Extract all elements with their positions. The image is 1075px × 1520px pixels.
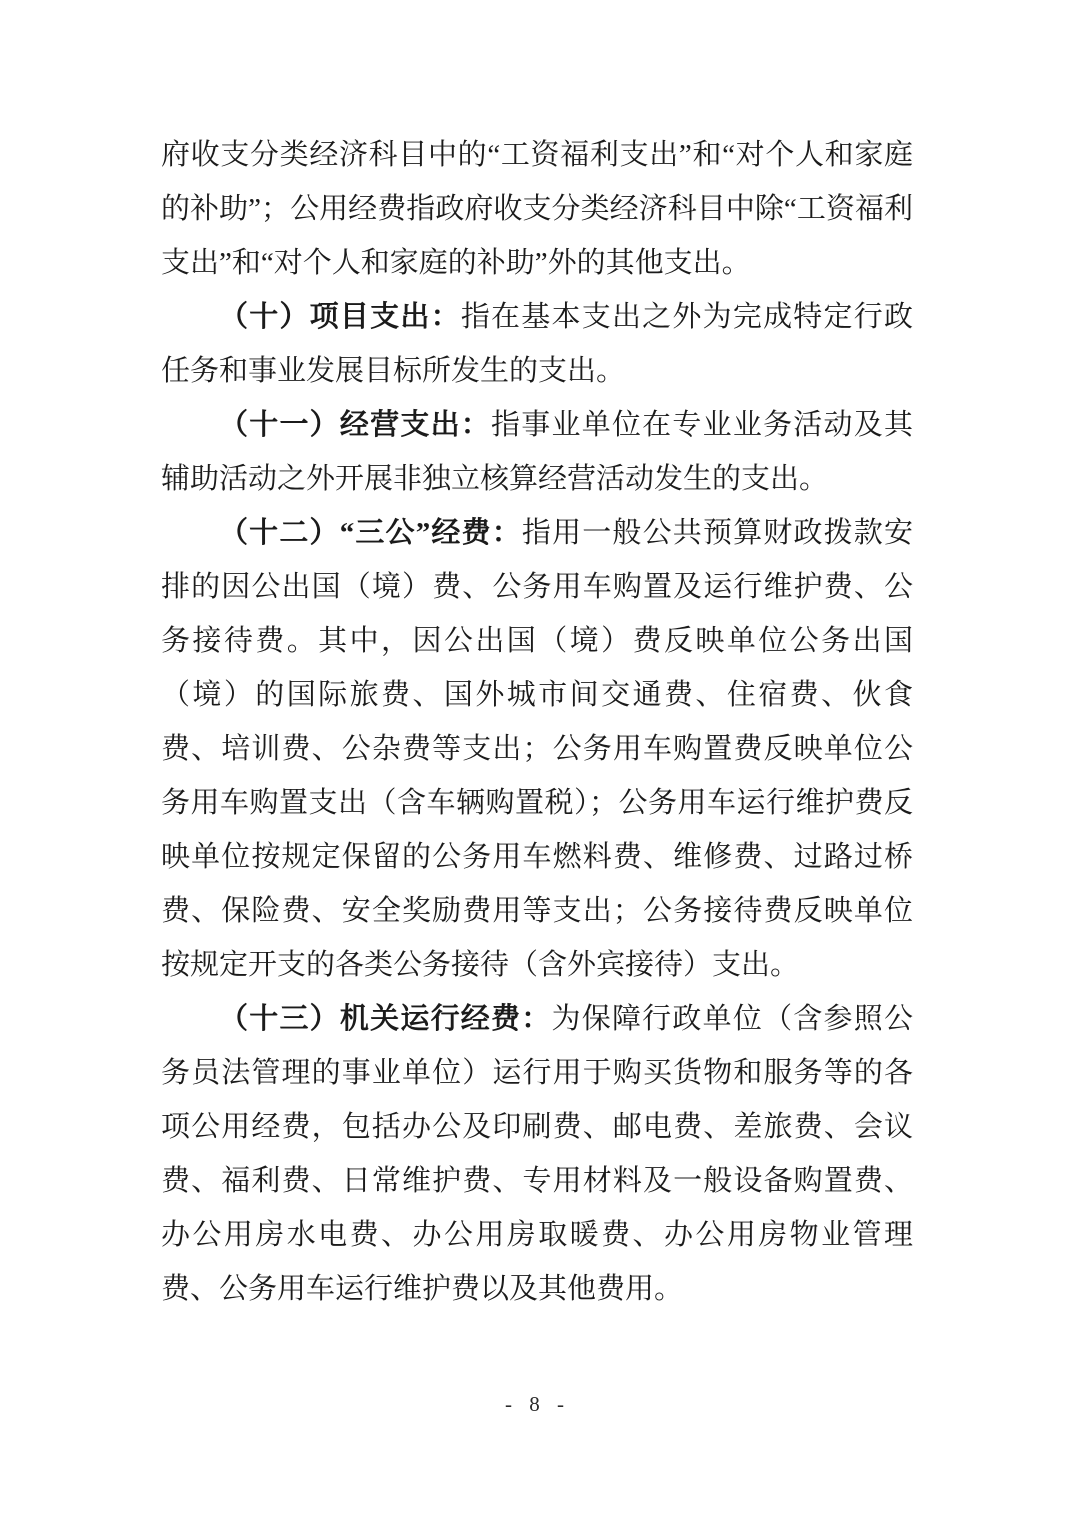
paragraph-lead: （十三）机关运行经费：	[219, 1003, 552, 1035]
paragraph	[161, 128, 913, 290]
paragraph-body: 府收支分类经济科目中的“工资福利支出”和“对个人和家庭的补助”；公用经费指政府收支分类经济科目中除“工资福利支出”和“对个人和家庭的补助”外的其他支出。	[161, 139, 913, 279]
paragraph-lead: （十一）经营支出：	[219, 409, 492, 441]
paragraph	[161, 992, 913, 1316]
paragraph-body: 指事业单位在专业业务活动及其辅助活动之外开展非独立核算经营活动发生的支出。	[161, 409, 913, 495]
paragraph	[161, 506, 913, 992]
document-text	[161, 128, 913, 1316]
paragraph-body: 指在基本支出之外为完成特定行政任务和事业发展目标所发生的支出。	[161, 301, 913, 387]
paragraph-lead: （十二）“三公”经费：	[219, 517, 522, 549]
paragraph-body: 指用一般公共预算财政拨款安排的因公出国（境）费、公务用车购置及运行维护费、公务接待费。其中，因公出国（境）费反映单位公务出国（境）的国际旅费、国外城市间交通费、住宿费、伙食费、培训费、公杂费等支出；公务用车购置费反映单位公务用车购置支出（含车辆购置税）；公务用车运行维护费反映单位按规定保留的公务用车燃料费、维修费、过路过桥费、保险费、安全奖励费用等支出；公务接待费反映单位按规定开支的各类公务接待（含外宾接待）支出。	[161, 517, 913, 981]
paragraph-lead: （十）项目支出：	[219, 301, 461, 333]
paragraph	[161, 290, 913, 398]
paragraph-body: 为保障行政单位（含参照公务员法管理的事业单位）运行用于购买货物和服务等的各项公用经费，包括办公及印刷费、邮电费、差旅费、会议费、福利费、日常维护费、专用材料及一般设备购置费、办公用房水电费、办公用房取暖费、办公用房物业管理费、公务用车运行维护费以及其他费用。	[161, 1003, 913, 1305]
page-number: - 8 -	[505, 1392, 570, 1416]
paragraph	[161, 398, 913, 506]
